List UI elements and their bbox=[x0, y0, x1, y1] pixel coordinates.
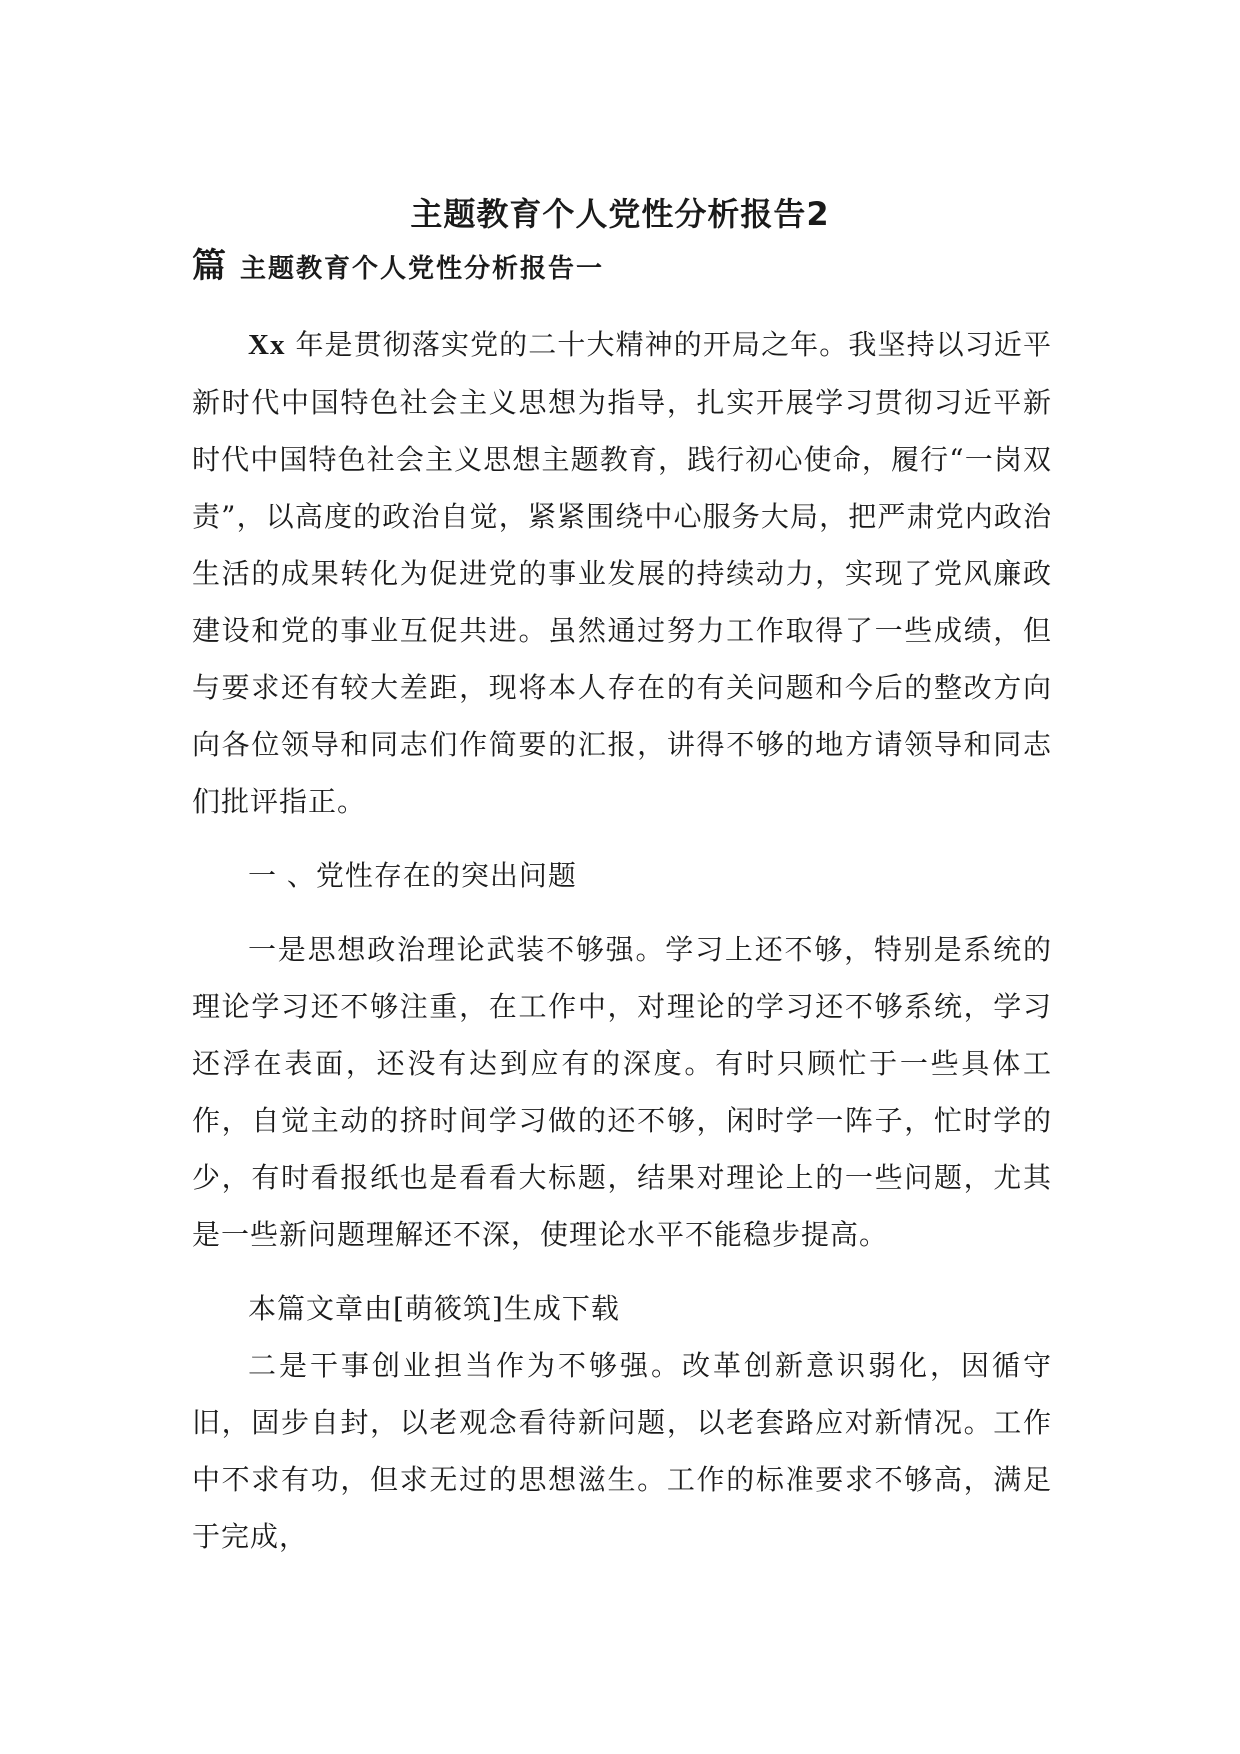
paragraph-source-note: 本篇文章由[萌筱筑]生成下载 bbox=[248, 1292, 620, 1325]
subtitle-prefix: 篇 bbox=[192, 246, 226, 286]
document-subtitle bbox=[192, 244, 1052, 294]
subtitle-text: 主题教育个人党性分析报告一 bbox=[240, 254, 605, 284]
paragraph-intro-text: 年是贯彻落实党的二十大精神的开局之年。我坚持以习近平新时代中国特色社会主义思想为指导，扎实开展学习贯彻习近平新时代中国特色社会主义思想主题教育，践行初心使命，履行“一岗双责”，以高度的政治自觉，紧紧围绕中心服务大局，把严肃党内政治生活的成果转化为促进党的事业发展的持续动力，实现了党风廉政建设和党的事业互促共进。虽然通过努力工作取得了一些成绩，但与要求还有较大差距，现将本人存在的有关问题和今后的整改方向向各位领导和同志们作简要的汇报，讲得不够的地方请领导和同志们批评指正。 bbox=[192, 328, 1052, 818]
paragraph-intro-lead: Xx bbox=[248, 329, 286, 361]
document-title: 主题教育个人党性分析报告2 bbox=[410, 195, 830, 233]
paragraph-intro bbox=[192, 316, 1052, 830]
paragraph-problem-one: 一是思想政治理论武装不够强。学习上还不够，特别是系统的理论学习还不够注重，在工作中，对理论的学习还不够系统，学习还浮在表面，还没有达到应有的深度。有时只顾忙于一些具体工作，自觉主动的挤时间学习做的还不够，闲时学一阵子，忙时学的少，有时看报纸也是看看大标题，结果对理论上的一些问题，尤其是一些新问题理解还不深，使理论水平不能稳步提高。 bbox=[192, 933, 1052, 1251]
document-body bbox=[192, 316, 1052, 1565]
section-heading: 一 、党性存在的突出问题 bbox=[248, 859, 577, 892]
paragraph-problem-two: 二是干事创业担当作为不够强。改革创新意识弱化，因循守旧，固步自封，以老观念看待新问题，以老套路应对新情况。工作中不求有功，但求无过的思想滋生。工作的标准要求不够高，满足于完成， bbox=[192, 1349, 1052, 1553]
